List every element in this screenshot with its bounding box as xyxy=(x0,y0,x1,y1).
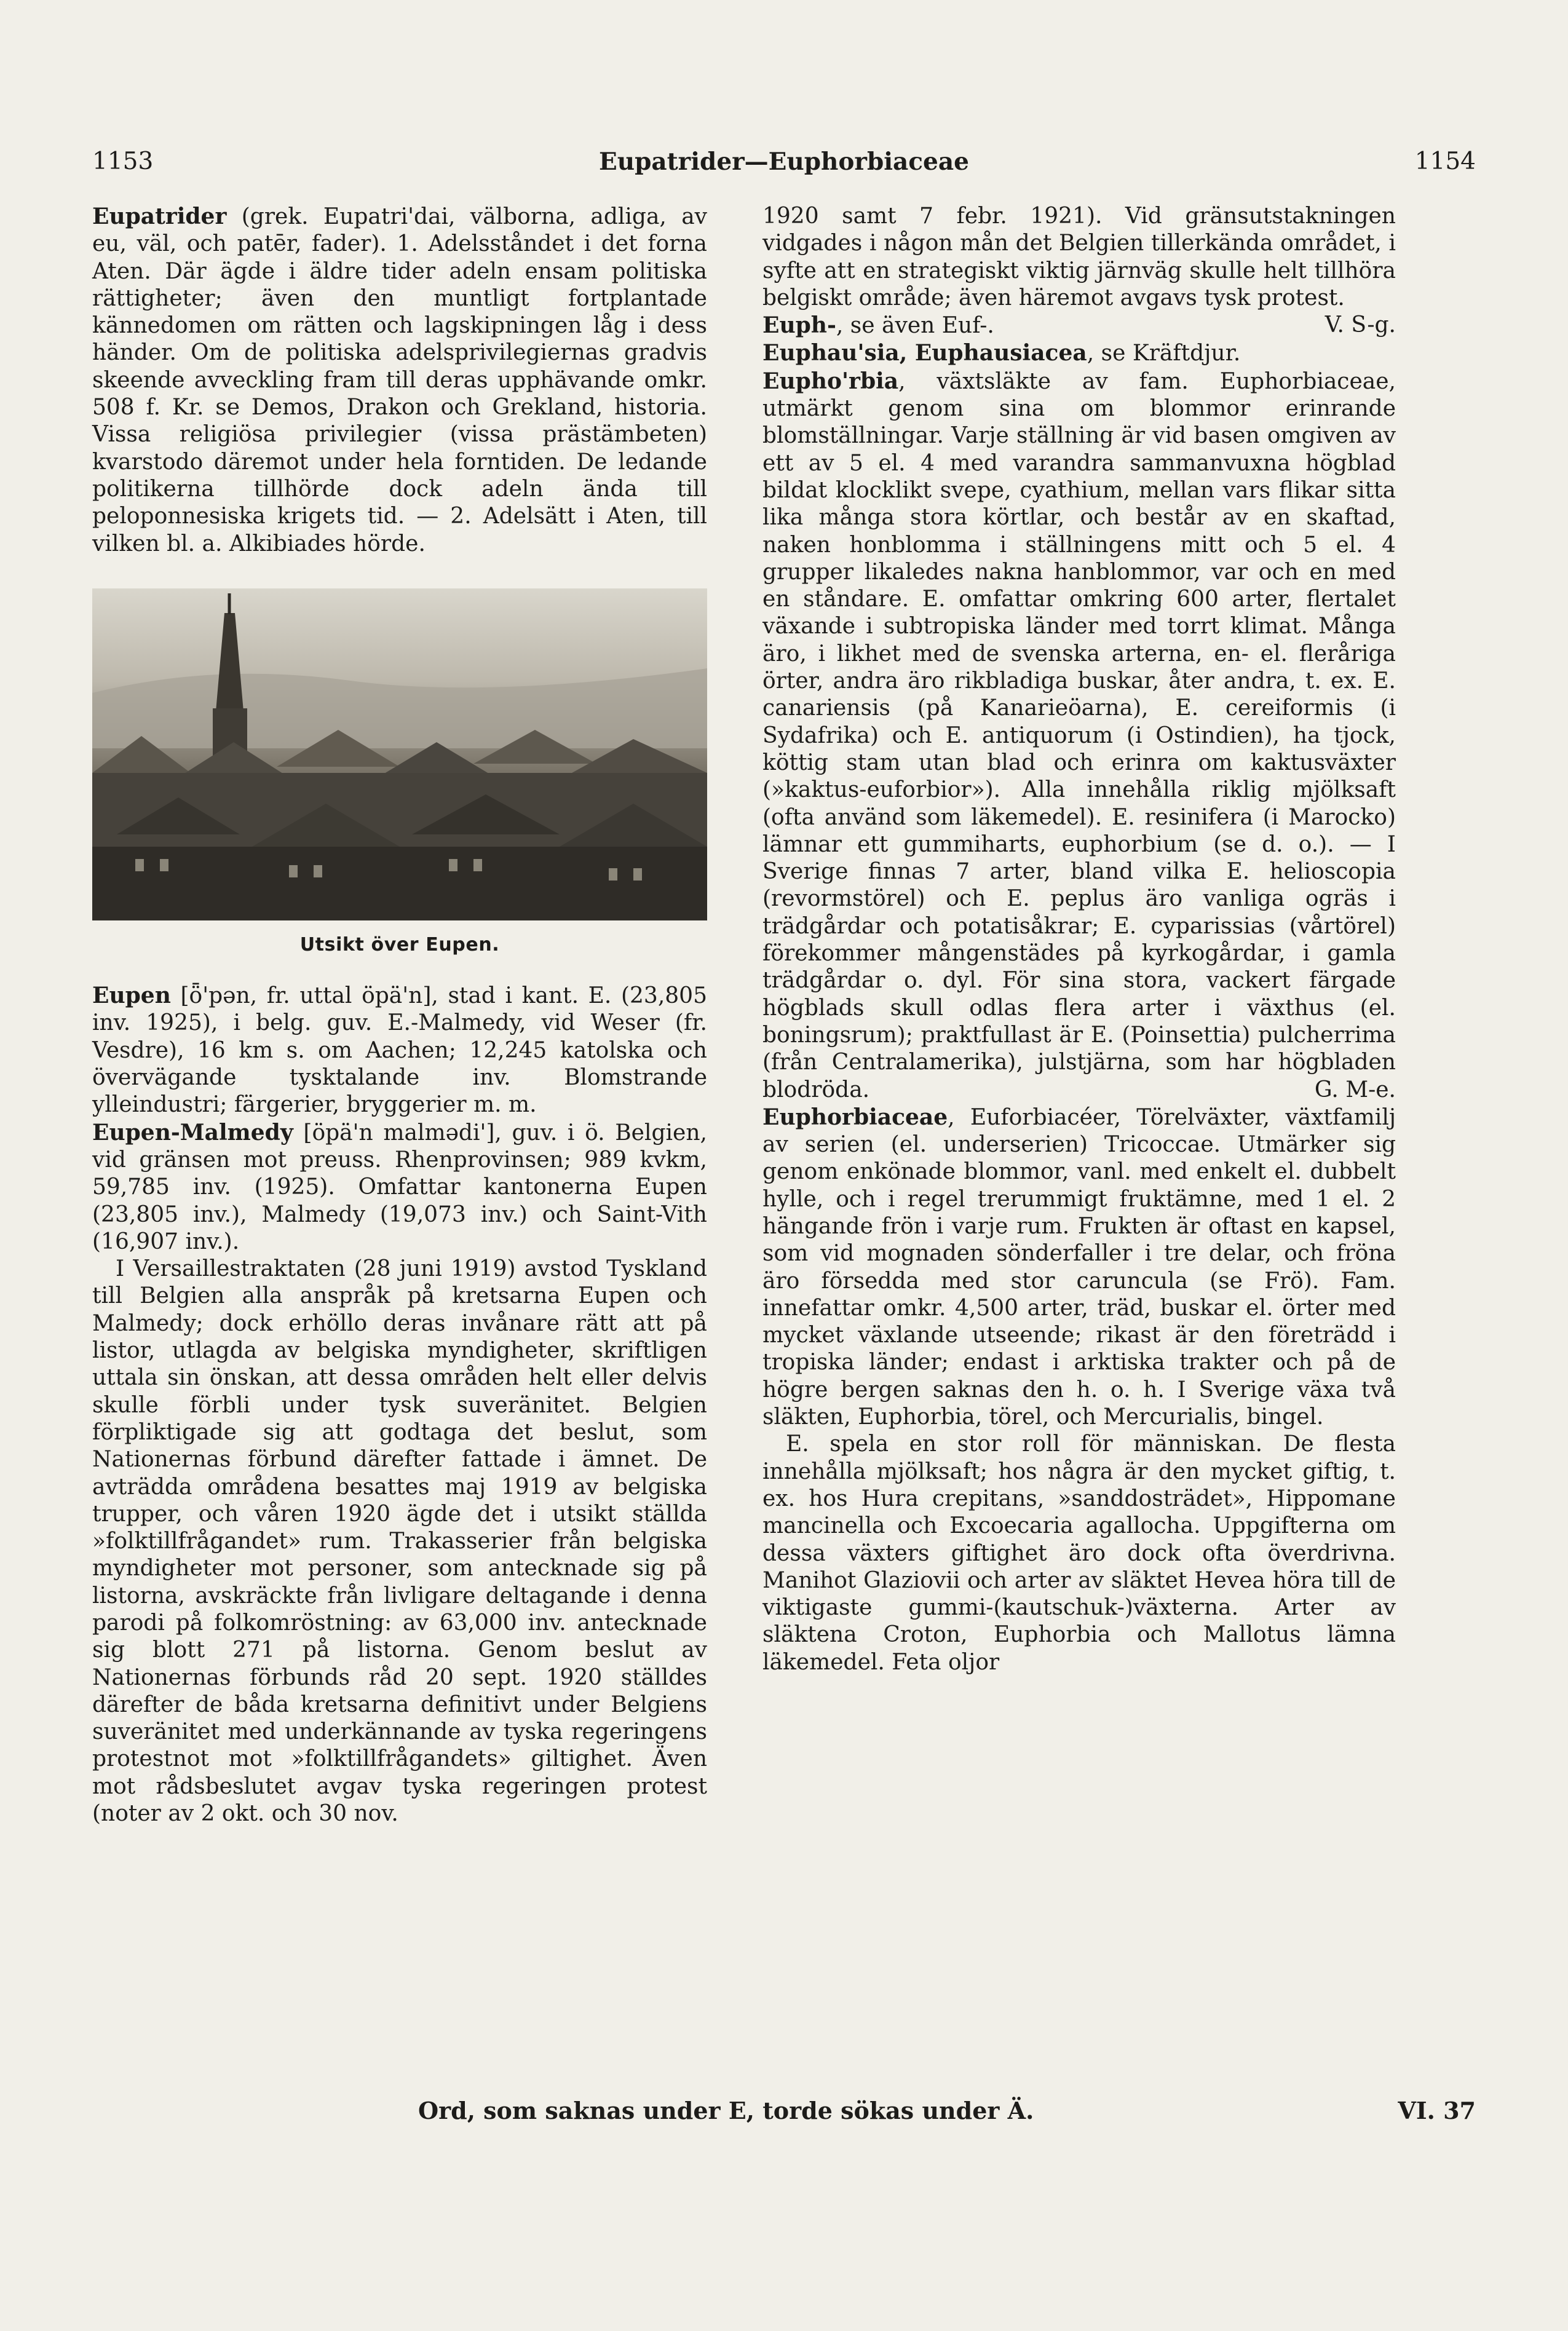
entry-euphorbiaceae-text: , Euforbiacéer, Törelväxter, växtfamilj av serien (el. underserien) Tricoccae. Utmärker sig genom enkönade blommor, vanl. med enkelt el. dubbelt hylle, och i regel trerummigt fruktämne, med 1 el. 2 hängande frön i varje rum. Frukten är oftast en kapsel, som vid mognaden sönderfaller i tre delar, och fröna äro försedda med stor caruncula (se Frö). Fam. innefattar omkr. 4,500 arter, träd, buskar el. örter med mycket växlande utseende; rikast är den företrädd i tropiska länder; endast i arktiska trakter och på de högre bergen saknas den h. o. h. I Sverige växa två släkten, Euphorbia, törel, och Mercurialis, bingel. xyxy=(762,1104,1396,1430)
entry-euphausia xyxy=(762,339,1396,367)
entry-eupen-malmedy-text: [öpä'n malmədi'], guv. i ö. Belgien, vid gränsen mot preuss. Rhenprovinsen; 989 kvkm, 59,785 inv. (1925). Omfattar kantonerna Eupen (23,805 inv.), Malmedy (19,073 inv.) och Saint-Vith (16,907 inv.). xyxy=(92,1120,707,1254)
page-number-right: 1154 xyxy=(1414,148,1476,175)
headword-euphausia: Euphau'sia, Euphausiacea xyxy=(762,340,1087,366)
entry-eupatrider-text: (grek. Eupatri'dai, välborna, adliga, av eu, väl, och patēr, fader). 1. Adelsståndet i det forna Aten. Där ägde i äldre tider adeln ensam politiska rättigheter; även den muntligt fortplantade kännedomen om rätten och lagskipningen låg i dess händer. Om de politiska adelsprivilegiernas gradvis skeende avveckling fram till deras upphävande omkr. 508 f. Kr. se Demos, Drakon och Grekland, historia. Vissa religiösa privilegier (vissa prästämbeten) kvarstodo däremot under hela forntiden. De ledande politikerna tillhörde dock adeln ända till peloponnesiska krigets tid. — 2. Adelsätt i Aten, till vilken bl. a. Alkibiades hörde. xyxy=(92,204,707,556)
volume-signature: VI. 37 xyxy=(1398,2097,1476,2124)
page-footer xyxy=(418,2097,1476,2127)
headword-euphorbiaceae: Euphorbiaceae xyxy=(762,1104,948,1130)
entry-euph-ref-text: , se även Euf-. xyxy=(836,313,994,339)
entry-eupen-text: [ȫ'pən, fr. uttal öpä'n], stad i kant. E. (23,805 inv. 1925), i belg. guv. E.-Malmedy, vid Weser (fr. Vesdre), 16 km s. om Aachen; 12,245 katolska och övervägande tysktalande inv. Blomstrande ylleindustri; färgerier, bryggerier m. m. xyxy=(92,983,707,1118)
entry-euphorbia-text: , växtsläkte av fam. Euphorbiaceae, utmärkt genom sina om blommor erinrande blomställningar. Varje ställning är vid basen omgiven av ett av 5 el. 4 med varandra sammanvuxna högblad bildat klocklikt svepe, cyathium, mellan vars flikar sitta lika många stora körtlar, och består av en skaftad, naken honblomma i ställningens mitt och 5 el. 4 grupper likaledes nakna hanblommor, var och en med en ståndare. E. omfattar omkring 600 arter, flertalet växande i subtropiska länder med torrt klimat. Många äro, i likhet med de svenska arterna, en- el. fleråriga örter, andra äro rikbladiga buskar, åter andra, t. ex. E. canariensis (på Kanarieöarna), E. cereiformis (i Sydafrika) och E. antiquorum (i Ostindien), ha tjock, köttig stam utan blad och erinra om kaktusväxter (»kaktus-euforbior»). Alla innehålla riklig mjölksaft (ofta använd som läkemedel). E. resinifera (i Marocko) lämnar ett gummiharts, euphorbium (se d. o.). — I Sverige finnas 7 arter, bland vilka E. helioscopia (revormstörel) och E. peplus äro vanliga ogräs i trädgårdar och potatisåkrar; E. cyparissias (vårtörel) förekommer mångenstädes på kyrkogårdar, i gamla trädgårdar o. dyl. För sina stora, vackert färgade högblads skull odlas flera arter i växthus (el. boningsrum); praktfullast är E. (Poinsettia) pulcherrima (från Centralamerika), julstjärna, som har högbladen blodröda. xyxy=(762,368,1396,1102)
page-header xyxy=(92,148,1476,184)
headword-euph: Euph- xyxy=(762,312,836,339)
headword-eupen: Eupen xyxy=(92,983,171,1009)
headword-eupatrider: Eupatrider xyxy=(92,204,227,229)
entry-eupen xyxy=(92,982,707,1118)
entry-euphorbiaceae-uses: E. spela en stor roll för människan. De flesta innehålla mjölksaft; hos några är den mycket giftig, t. ex. hos Hura crepitans, »sanddosträdet», Hippomane mancinella och Excoecaria agallocha. Uppgifterna om dessa växters giftighet äro dock ofta överdrivna. Manihot Glaziovii och arter av släktet Hevea höra till de viktigaste gummi-(kautschuk-)växterna. Arter av släktena Croton, Euphorbia och Mallotus lämna läkemedel. Feta oljor xyxy=(762,1431,1396,1675)
headword-eupen-malmedy: Eupen-Malmedy xyxy=(92,1119,293,1146)
headword-euphorbia: Eupho'rbia xyxy=(762,368,899,394)
signature-vsg: V. S-g. xyxy=(1324,312,1396,338)
running-title: Eupatrider—Euphorbiaceae xyxy=(599,148,969,176)
signature-gme: G. M-e. xyxy=(1314,1077,1396,1102)
photo-eupen-view xyxy=(92,588,707,920)
footer-note: Ord, som saknas under E, torde sökas under Ä. xyxy=(418,2097,1034,2124)
page-number-left: 1153 xyxy=(92,148,154,175)
entry-eupen-malmedy xyxy=(92,1119,707,1256)
entry-eupatrider xyxy=(92,203,707,558)
photo-caption: Utsikt över Eupen. xyxy=(299,933,500,956)
entry-euphorbia xyxy=(762,368,1396,1104)
entry-euphausia-text: , se Kräftdjur. xyxy=(1087,341,1241,366)
right-column xyxy=(762,203,1396,1676)
entry-eupen-malmedy-history: I Versaillestraktaten (28 juni 1919) avstod Tyskland till Belgien alla anspråk på kretsarna Eupen och Malmedy; dock erhöllo deras invånare rätt att på listor, utlagda av belgiska myndigheter, skriftligen uttala sin önskan, att dessa områden helt eller delvis skulle förbli under tysk suveränitet. Belgien förpliktigade sig att godtaga det beslut, som Nationernas förbund därefter fattade i ämnet. De avträdda områdena besattes maj 1919 av belgiska trupper, och våren 1920 ägde det i utsikt ställda »folktillfrågandet» rum. Trakasserier från belgiska myndigheter mot personer, som antecknade sig på listorna, avskräckte från livligare deltagande i denna parodi på folkomröstning: av 63,000 inv. antecknade sig blott 271 på listorna. Genom beslut av Nationernas förbunds råd 20 sept. 1920 ställdes därefter de båda kretsarna definitivt under Belgiens suveränitet med underkännande av tyska regeringens protestnot mot »folktillfrågandets» giltighet. Även mot rådsbeslutet avgav tyska regeringen protest (noter av 2 okt. och 30 nov. xyxy=(92,1256,707,1827)
photo-illustration xyxy=(92,588,707,920)
entry-euphorbiaceae xyxy=(762,1104,1396,1431)
continuation-text: 1920 samt 7 febr. 1921). Vid gränsutstakningen vidgades i någon mån det Belgien tillerkända området, i syfte att en strategiskt viktig järnväg skulle helt tillhöra belgiskt område; även häremot avgavs tysk protest. xyxy=(762,204,1396,311)
left-column xyxy=(92,203,707,1827)
entry-euph-ref xyxy=(762,312,1396,339)
